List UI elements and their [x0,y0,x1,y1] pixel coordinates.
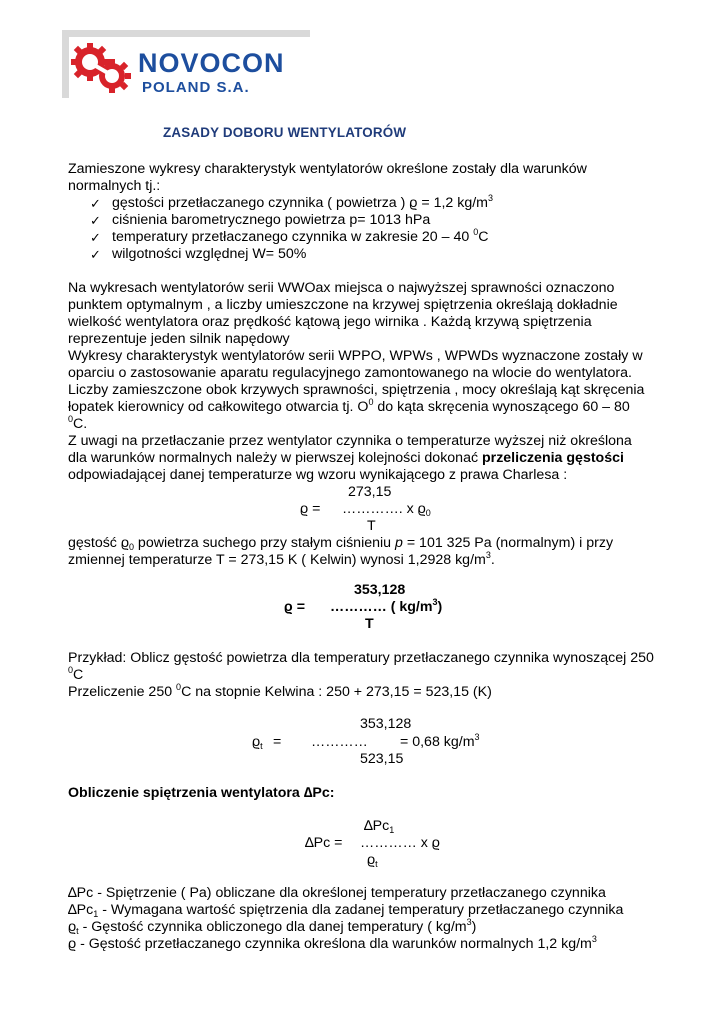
text-span: …………. x ϱ [342,501,426,517]
superscript: 3 [488,193,494,203]
subscript: t [76,926,79,936]
legend-text: - Gęstość czynnika obliczonego dla danej temperatury ( kg/m [78,919,467,935]
text-span: ϱ [252,734,261,750]
text-span: gęstość ϱ [68,535,129,551]
list-item [112,195,493,211]
legend-row [68,885,606,902]
list-item-text: wilgotności względnej W= 50% [112,246,307,262]
list-item-text-end: C [478,229,489,245]
legend-text: - Spiętrzenie ( Pa) obliczane dla określonej temperatury przetłaczanego czynnika [97,885,606,901]
formula-dots: ………… x ϱ [360,835,440,851]
logo-frame-left [62,30,69,98]
para1-line-7: Liczby zamieszczone obok krzywych sprawności, spiętrzenia , mocy określają kąt skręcenia [68,382,645,398]
para1-line-5: Wykresy charakterystyk wentylatorów serii WPPO, WPWs , WPWDs wyznaczone zostały w [68,348,643,364]
text-span: . [490,552,495,568]
para2-line-1 [68,535,613,552]
subscript: 0 [128,542,134,552]
legend-text: - Gęstość przetłaczanego czynnika określona dla warunków normalnych 1,2 kg/m [76,936,592,952]
para1-line-12: odpowiadającej danej temperaturze wg wzoru wynikającego z prawa Charlesa : [68,467,568,483]
para2-line-2 [68,552,495,569]
superscript: 0 [176,682,182,692]
text-span: łopatek kierownicy od całkowitego otwarcia tj. O [68,399,369,415]
superscript: 3 [466,917,472,927]
formula-denominator: T [365,616,374,632]
superscript: 3 [591,934,597,944]
list-item [112,212,430,228]
para1-line-8 [68,399,630,416]
superscript: 3 [474,732,480,742]
gear-logo-icon [70,40,134,96]
para1-line-2: punktem optymalnym , a liczby umieszczone na krzywej spiętrzenia określają dokładnie [68,297,618,313]
para1-line-9 [68,416,87,433]
formula-numerator [364,818,394,834]
subscript: 1 [389,825,395,835]
formula-denominator: T [367,518,376,534]
logo-name: NOVOCON [138,48,285,78]
formula-numerator: 353,128 [354,582,406,598]
formula-lhs: ϱ = [284,599,305,615]
superscript: 0 [473,227,479,237]
para1-line-10: Z uwagi na przetłaczanie przez wentylator czynnika o temperaturze wyższej niż określona [68,433,632,449]
formula-lhs [252,734,263,750]
text-span: ϱ [367,852,376,868]
superscript: 0 [68,414,74,424]
legend-symbol: ∆Pc [68,885,94,901]
text-span: C. [73,416,88,432]
list-item [112,246,306,262]
superscript: 0 [368,397,374,407]
text-span: zmiennej temperaturze T = 273,15 K ( Kelwin) wynosi 1,2928 kg/m [68,552,486,568]
subscript: 1 [93,909,99,919]
legend-symbol: ϱ [68,919,77,935]
para1-line-6: oparciu o zastosowanie aparatu regulacyjnego zamontowanego na wlocie do wentylatora. [68,365,632,381]
checkmark-icon: ✓ [90,213,101,228]
formula-lhs: ϱ = [300,501,321,517]
text-span: dla warunków normalnych należy w pierwszej kolejności dokonać [68,450,483,466]
intro-line-2: normalnych tj.: [68,178,161,194]
legend-row [68,919,476,936]
bold-text: przeliczenia gęstości [482,450,624,466]
formula-lhs: ∆Pc = [305,835,343,851]
logo-frame-top [62,30,310,37]
text-span: Przeliczenie 250 [68,684,177,700]
formula-dots [342,501,431,517]
formula-denominator [367,852,378,868]
legend-row [68,902,623,919]
formula-eq: = [273,734,282,750]
legend-symbol: ∆Pc [68,902,94,918]
text-span: C [73,667,84,683]
formula-dots [330,599,442,615]
para1-line-4: reprezentuje jeden silnik napędowy [68,331,290,347]
intro-line-1: Zamieszone wykresy charakterystyk wentylatorów określone zostały dla warunków [68,161,587,177]
text-span: = 0,68 kg/m [400,734,475,750]
formula-result [400,734,480,750]
superscript: 0 [68,665,74,675]
page-title: ZASADY DOBORU WENTYLATORÓW [163,125,407,140]
example-line-3 [68,684,492,701]
example-line-2 [68,667,83,684]
subscript: t [260,741,263,751]
checkmark-icon: ✓ [90,230,101,245]
subscript: 0 [425,508,431,518]
legend-row [68,936,597,953]
legend-symbol: ϱ [68,936,77,952]
logo-subtitle: POLAND S.A. [142,79,250,96]
para1-line-3: wielkość wentylatora oraz prędkość kątową jego wirnika . Każdą krzywą spiętrzenia [68,314,592,330]
formula-denominator: 523,15 [360,751,404,767]
superscript: 3 [485,550,491,560]
formula-numerator: 353,128 [360,716,412,732]
list-item-text: gęstości przetłaczanego czynnika ( powietrza ) ϱ = 1,2 kg/m [112,195,488,211]
formula-numerator: 273,15 [348,484,392,500]
text-span: ) [437,599,443,615]
checkmark-icon: ✓ [90,247,101,262]
section-heading: Obliczenie spiętrzenia wentylatora ∆Pc: [68,785,335,801]
legend-text: - Wymagana wartość spiętrzenia dla zadanej temperatury przetłaczanego czynnika [98,902,624,918]
example-line-1: Przykład: Oblicz gęstość powietrza dla temperatury przetłaczanego czynnika wynoszącej 250 [68,650,654,666]
text-span: = 101 325 Pa (normalnym) i przy [402,535,614,551]
para1-line-11 [68,450,624,467]
checkmark-icon: ✓ [90,196,101,211]
list-item-text: temperatury przetłaczanego czynnika w zakresie 20 – 40 [112,229,474,245]
text-span: C na stopnie Kelwina : 250 + 273,15 = 523,15 (K) [181,684,492,700]
formula-dots: ………… [311,734,368,750]
text-span: ∆Pc [364,818,390,834]
text-span: powietrza suchego przy stałym ciśnieniu [133,535,395,551]
para1-line-1: Na wykresach wentylatorów serii WWOax miejsca o najwyższej sprawności oznaczono [68,280,615,296]
list-item-text: ciśnienia barometrycznego powietrza p= 1013 hPa [112,212,431,228]
text-span: ………… ( kg/m [330,599,433,615]
superscript: 3 [432,597,438,607]
text-span: do kąta skręcenia wynoszącego 60 – 80 [373,399,630,415]
italic-text: p [395,535,403,551]
list-item [112,229,488,245]
subscript: t [375,859,378,869]
legend-text-end: ) [471,919,477,935]
